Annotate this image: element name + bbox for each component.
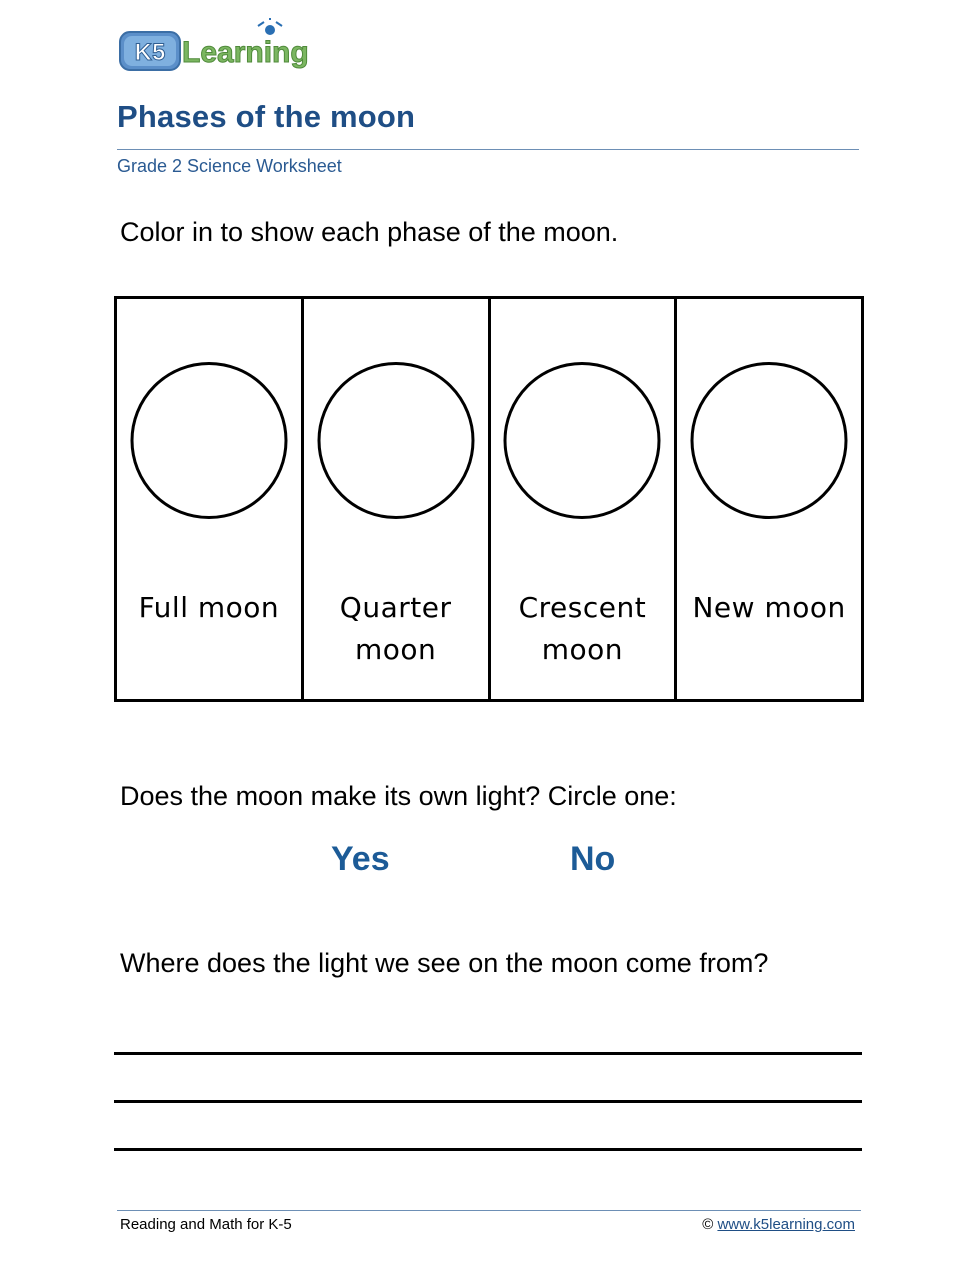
phase-label	[677, 587, 861, 629]
phase-label	[117, 587, 301, 629]
logo-learning-text: Learning	[182, 36, 309, 69]
logo-k5-text: K5	[134, 39, 166, 66]
phase-cell-full-moon	[117, 299, 304, 699]
moon-phase-table	[114, 296, 864, 702]
phase-label	[304, 587, 488, 671]
copyright-symbol: ©	[702, 1216, 714, 1233]
phase-label-line2: moon	[541, 633, 624, 666]
page-subtitle: Grade 2 Science Worksheet	[117, 156, 342, 176]
website-link[interactable]: www.k5learning.com	[717, 1216, 855, 1233]
question-moon-light: Does the moon make its own light? Circle one:	[120, 781, 677, 811]
phase-label-line2: moon	[354, 633, 437, 666]
phase-label-line1: Full moon	[138, 591, 280, 624]
phase-label-line1: Crescent	[518, 591, 647, 624]
phase-label	[491, 587, 675, 671]
footer-tagline: Reading and Math for K-5	[120, 1216, 292, 1233]
moon-circle-crescent[interactable]	[504, 362, 661, 519]
answer-line[interactable]	[114, 1148, 862, 1151]
answer-line[interactable]	[114, 1100, 862, 1103]
answer-line[interactable]	[114, 1052, 862, 1055]
phase-cell-new-moon	[677, 299, 861, 699]
coloring-instruction: Color in to show each phase of the moon.	[120, 217, 619, 247]
footer-copyright	[702, 1216, 855, 1233]
choice-no[interactable]: No	[570, 840, 616, 878]
moon-circle-new[interactable]	[691, 362, 848, 519]
moon-circle-quarter[interactable]	[317, 362, 474, 519]
phase-cell-crescent-moon	[491, 299, 678, 699]
phase-cell-quarter-moon	[304, 299, 491, 699]
choice-yes[interactable]: Yes	[331, 840, 390, 878]
phase-label-line1: Quarter	[339, 591, 452, 624]
footer-divider	[117, 1210, 861, 1211]
question-light-source: Where does the light we see on the moon come from?	[120, 948, 769, 978]
k5-learning-logo	[118, 18, 328, 76]
moon-circle-full[interactable]	[130, 362, 287, 519]
phase-label-line1: New moon	[692, 591, 846, 624]
title-divider	[117, 149, 859, 150]
page-title: Phases of the moon	[117, 99, 416, 134]
